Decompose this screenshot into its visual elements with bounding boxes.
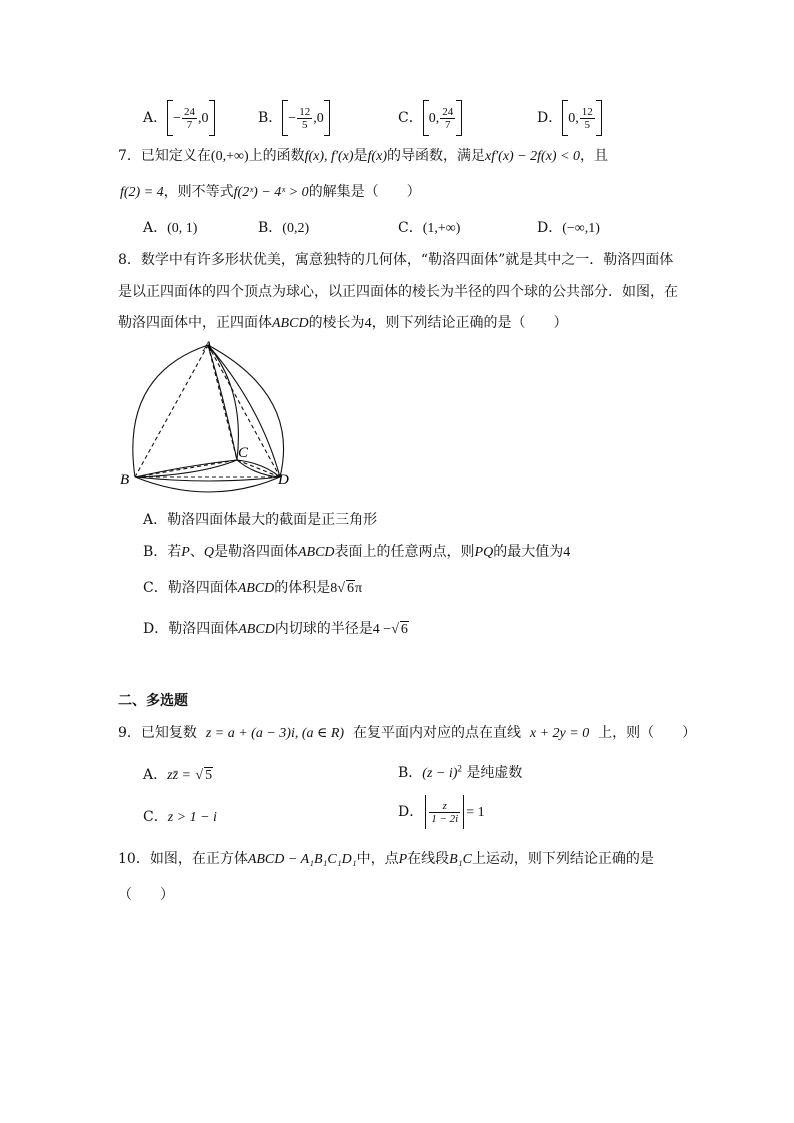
q8-option-d: D．勒洛四面体ABCD内切球的半径是4 −√ 6 bbox=[143, 621, 408, 637]
section-heading-multiple-choice: 二、多选题 bbox=[118, 693, 188, 709]
q7-option-a: A．(0, 1) bbox=[143, 220, 198, 236]
vertex-label-b: B bbox=[120, 472, 130, 488]
q8-option-c: C．勒洛四面体ABCD的体积是8√ 6π bbox=[143, 580, 363, 596]
q8-stem-line3: 勒洛四面体中，正四面体ABCD的棱长为4，则下列结论正确的是（ ） bbox=[118, 315, 568, 331]
q9-option-d: D． $\frac{z}{1 - 2i}$ = 1 bbox=[398, 795, 485, 829]
vertex-label-d: D bbox=[278, 472, 289, 488]
q10-stem-line1: 10．如图，在正方体ABCD − A₁B₁C₁D₁中，点P在线段B₁C上运动，则下列结论正确的是 bbox=[118, 851, 654, 867]
reuleaux-tetrahedron-figure bbox=[115, 335, 305, 500]
edge-bc-dashed bbox=[135, 460, 237, 477]
q8-option-a: A．勒洛四面体最大的截面是正三角形 bbox=[143, 512, 378, 528]
q7-stem-line2: f(2) = 4，则不等式f(2ˣ) − 4ˣ > 0的解集是（ ） bbox=[120, 184, 421, 200]
q10-stem-line2: （ ） bbox=[118, 887, 174, 903]
q9-option-b: B．$(z - i)^2$ 是纯虚数 bbox=[398, 763, 523, 781]
q7-option-c: C．(1,+∞) bbox=[398, 220, 461, 236]
q6-option-b: B． − $\frac{12}{5}$ ,0 bbox=[258, 100, 330, 136]
q7-stem-line1: 7．已知定义在(0,+∞)上的函数f(x), f′(x)是f(x)的导函数，满足xf′(x) − 2f(x) < 0，且 bbox=[118, 148, 609, 164]
q8-stem-line1: 8．数学中有许多形状优美，寓意独特的几何体，“勒洛四面体”就是其中之一．勒洛四面体 bbox=[118, 252, 674, 268]
vertex-label-a: A bbox=[203, 339, 213, 355]
vertex-label-c: C bbox=[238, 445, 249, 461]
q8-option-b: B．若P、Q是勒洛四面体ABCD表面上的任意两点，则PQ的最大值为4 bbox=[143, 544, 571, 560]
q9-option-a: A．zz̄ = √ 5 bbox=[143, 767, 213, 783]
arc-bd-inner bbox=[135, 477, 280, 481]
q6-option-c: C． 0, $\frac{24}{7}$ bbox=[398, 100, 462, 136]
q7-option-b: B．(0,2) bbox=[258, 220, 310, 236]
q9-stem: 9．已知复数 z = a + (a − 3)i, (a ∈ R) 在复平面内对应的点在直线 x + 2y = 0 上，则（ ） bbox=[118, 725, 697, 741]
edge-cd-dashed bbox=[237, 460, 280, 477]
q7-option-d: D．(−∞,1) bbox=[537, 220, 600, 236]
q8-stem-line2: 是以正四面体的四个顶点为球心，以正四面体的棱长为半径的四个球的公共部分．如图，在 bbox=[118, 284, 678, 300]
q6-option-d: D． 0, $\frac{12}{5}$ bbox=[537, 100, 602, 136]
edge-ab-dashed bbox=[135, 345, 208, 477]
q6-option-a: A． − $\frac{24}{7}$ ,0 bbox=[143, 100, 215, 136]
q9-option-c: C．z > 1 − i bbox=[143, 809, 217, 825]
